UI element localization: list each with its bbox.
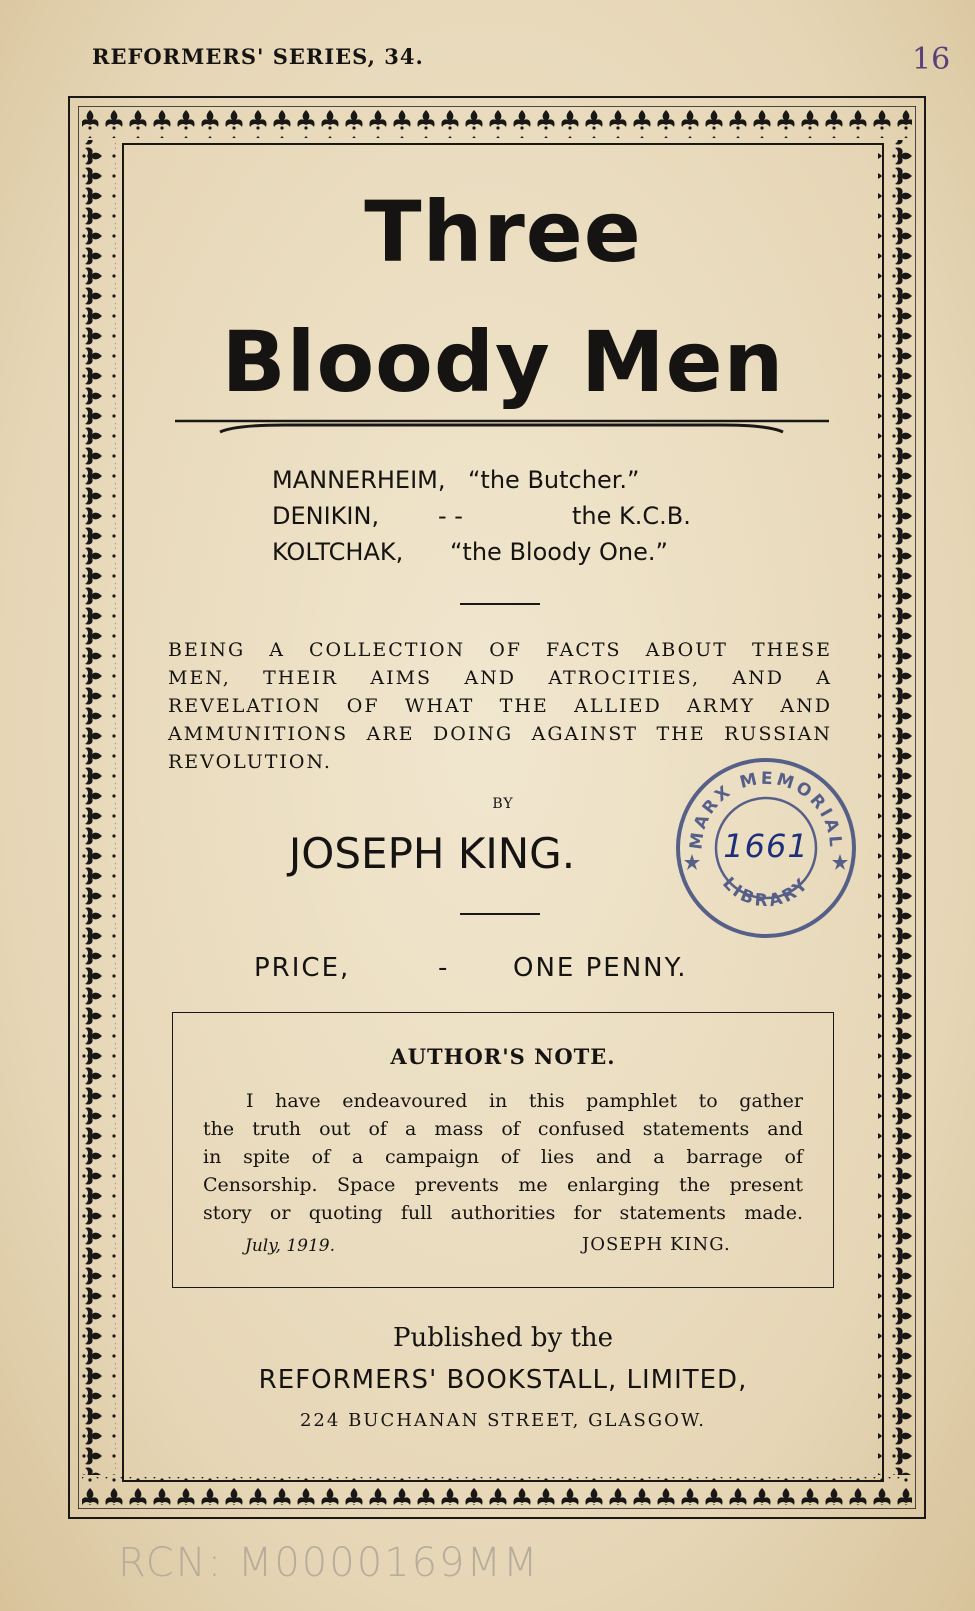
page-number: 16 (912, 42, 951, 77)
title-line-1: Three (364, 183, 642, 281)
author-note-line: I have endeavoured in this pamphlet to gather (246, 1090, 803, 1112)
description-line: REVELATION OF WHAT THE ALLIED ARMY AND (168, 695, 832, 717)
author-name: JOSEPH KING. (288, 829, 576, 878)
svg-text:LIBRARY: LIBRARY (718, 873, 814, 912)
handwritten-reference: RCN: M0000169MM (118, 1540, 540, 1586)
author-note-line: in spite of a campaign of lies and a barrage of (203, 1146, 803, 1168)
svg-text:MARX MEMORIAL: MARX MEMORIAL (686, 768, 846, 851)
divider (460, 913, 540, 915)
author-note-signature: JOSEPH KING. (582, 1234, 731, 1255)
subject-epithet: the K.C.B. (572, 502, 691, 530)
stamp-number: 1661 (723, 827, 809, 865)
author-note-line: the truth out of a mass of confused statements and (203, 1118, 803, 1140)
title-line-2: Bloody Men (221, 313, 785, 411)
description-line: AMMUNITIONS ARE DOING AGAINST THE RUSSIAN (168, 723, 832, 745)
author-note-line: Censorship. Space prevents me enlarging the present (203, 1174, 803, 1196)
subjects-list (272, 462, 752, 572)
divider (460, 603, 540, 605)
subject-name: KOLTCHAK, (272, 538, 404, 566)
price-value: ONE PENNY. (513, 953, 688, 983)
author-note-title: AUTHOR'S NOTE. (390, 1044, 616, 1069)
subject-epithet: “the Bloody One.” (450, 538, 668, 566)
series-label: REFORMERS' SERIES, 34. (92, 44, 424, 69)
subject-epithet: “the Butcher.” (468, 466, 640, 494)
price-dash: - (438, 953, 448, 983)
publisher-line-1: Published by the (392, 1323, 614, 1353)
publisher-address: 224 BUCHANAN STREET, GLASGOW. (299, 1410, 706, 1431)
subject-separator: - - (438, 502, 463, 530)
author-note-date: July, 1919. (245, 1236, 336, 1256)
subject-name: DENIKIN, (272, 502, 380, 530)
by-label: BY (492, 796, 514, 812)
subject-name: MANNERHEIM, (272, 466, 446, 494)
description-last-line: REVOLUTION. (168, 751, 332, 773)
publisher-name: REFORMERS' BOOKSTALL, LIMITED, (258, 1365, 748, 1395)
description-line: BEING A COLLECTION OF FACTS ABOUT THESE (168, 639, 832, 661)
author-note-line: story or quoting full authorities for statements made. (203, 1202, 803, 1224)
title-rule (175, 418, 829, 438)
price-label: PRICE, (254, 953, 351, 983)
description-line: MEN, THEIR AIMS AND ATROCITIES, AND A (168, 667, 832, 689)
description (168, 636, 832, 748)
